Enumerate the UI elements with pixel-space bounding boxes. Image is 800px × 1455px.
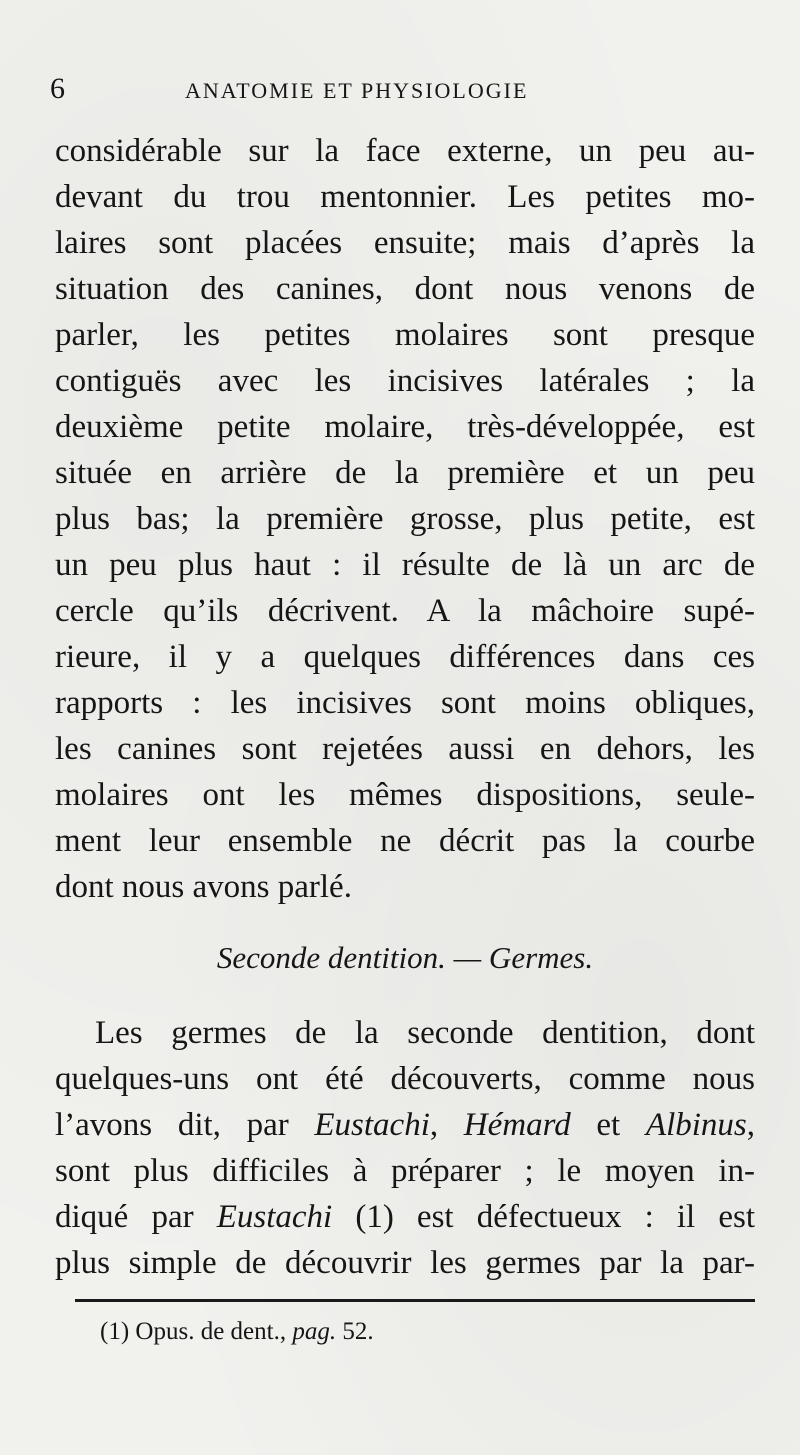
author-name: Eustachi (216, 1199, 333, 1235)
text-line: rapports : les incisives sont moins obliques, (55, 685, 755, 721)
text-span: , (279, 1318, 293, 1345)
text-line: rieure, il y a quelques différences dans ces (55, 639, 755, 675)
paragraph-1 (55, 128, 755, 910)
text-line: un peu plus haut : il résulte de là un arc de (55, 547, 755, 583)
text-span: diqué par (55, 1199, 217, 1235)
footnote-page-label: pag. (292, 1318, 337, 1345)
text-line (55, 1102, 755, 1148)
footnote (100, 1318, 374, 1346)
text-line: considérable sur la face externe, un peu au- (55, 133, 755, 169)
footnote-rule (75, 1299, 755, 1302)
text-line: cercle qu’ils décrivent. A la mâchoire supé- (55, 593, 755, 629)
section-heading: Seconde dentition. — Germes. (216, 940, 594, 975)
running-head: ANATOMIE ET PHYSIOLOGIE (185, 78, 529, 103)
author-name: Albinus (645, 1107, 747, 1143)
text-span: et (570, 1107, 646, 1143)
text-line: ment leur ensemble ne décrit pas la courbe (55, 823, 755, 859)
text-line: située en arrière de la première et un peu (55, 455, 755, 491)
footnote-page-value: 52. (336, 1318, 374, 1345)
text-line: Les germes de la seconde dentition, dont (95, 1015, 755, 1051)
text-line: molaires ont les mêmes dispositions, seule- (55, 777, 755, 813)
body-text (55, 128, 755, 1286)
text-line: devant du trou mentonnier. Les petites mo- (55, 179, 755, 215)
text-line: plus simple de découvrir les germes par la par- (55, 1245, 755, 1281)
paragraph-2 (55, 1010, 755, 1286)
footnote-title: Opus. de dent. (135, 1318, 280, 1345)
text-span: (1) est défectueux : il est (332, 1199, 756, 1235)
text-line: quelques-uns ont été découverts, comme nous (55, 1061, 755, 1097)
text-line: sont plus difficiles à préparer ; le moyen in- (55, 1153, 755, 1189)
text-line (55, 1194, 755, 1240)
text-line: parler, les petites molaires sont presque (55, 317, 755, 353)
text-line: laires sont placées ensuite; mais d’après la (55, 225, 755, 261)
text-line: dont nous avons parlé. (55, 869, 352, 905)
text-line: les canines sont rejetées aussi en dehors, les (55, 731, 755, 767)
author-name: Hémard (463, 1107, 571, 1143)
text-span: , (746, 1107, 755, 1143)
text-span: , (429, 1107, 464, 1143)
text-span: l’avons dit, par (55, 1107, 315, 1143)
text-line: deuxième petite molaire, très-développée, est (55, 409, 755, 445)
text-line: situation des canines, dont nous venons de (55, 271, 755, 307)
text-line: plus bas; la première grosse, plus petite, est (55, 501, 755, 537)
footnote-marker: (1) (100, 1318, 136, 1345)
page-header (50, 72, 750, 112)
page-number: 6 (50, 72, 65, 105)
author-name: Eustachi (314, 1107, 430, 1143)
text-line: contiguës avec les incisives latérales ; la (55, 363, 755, 399)
